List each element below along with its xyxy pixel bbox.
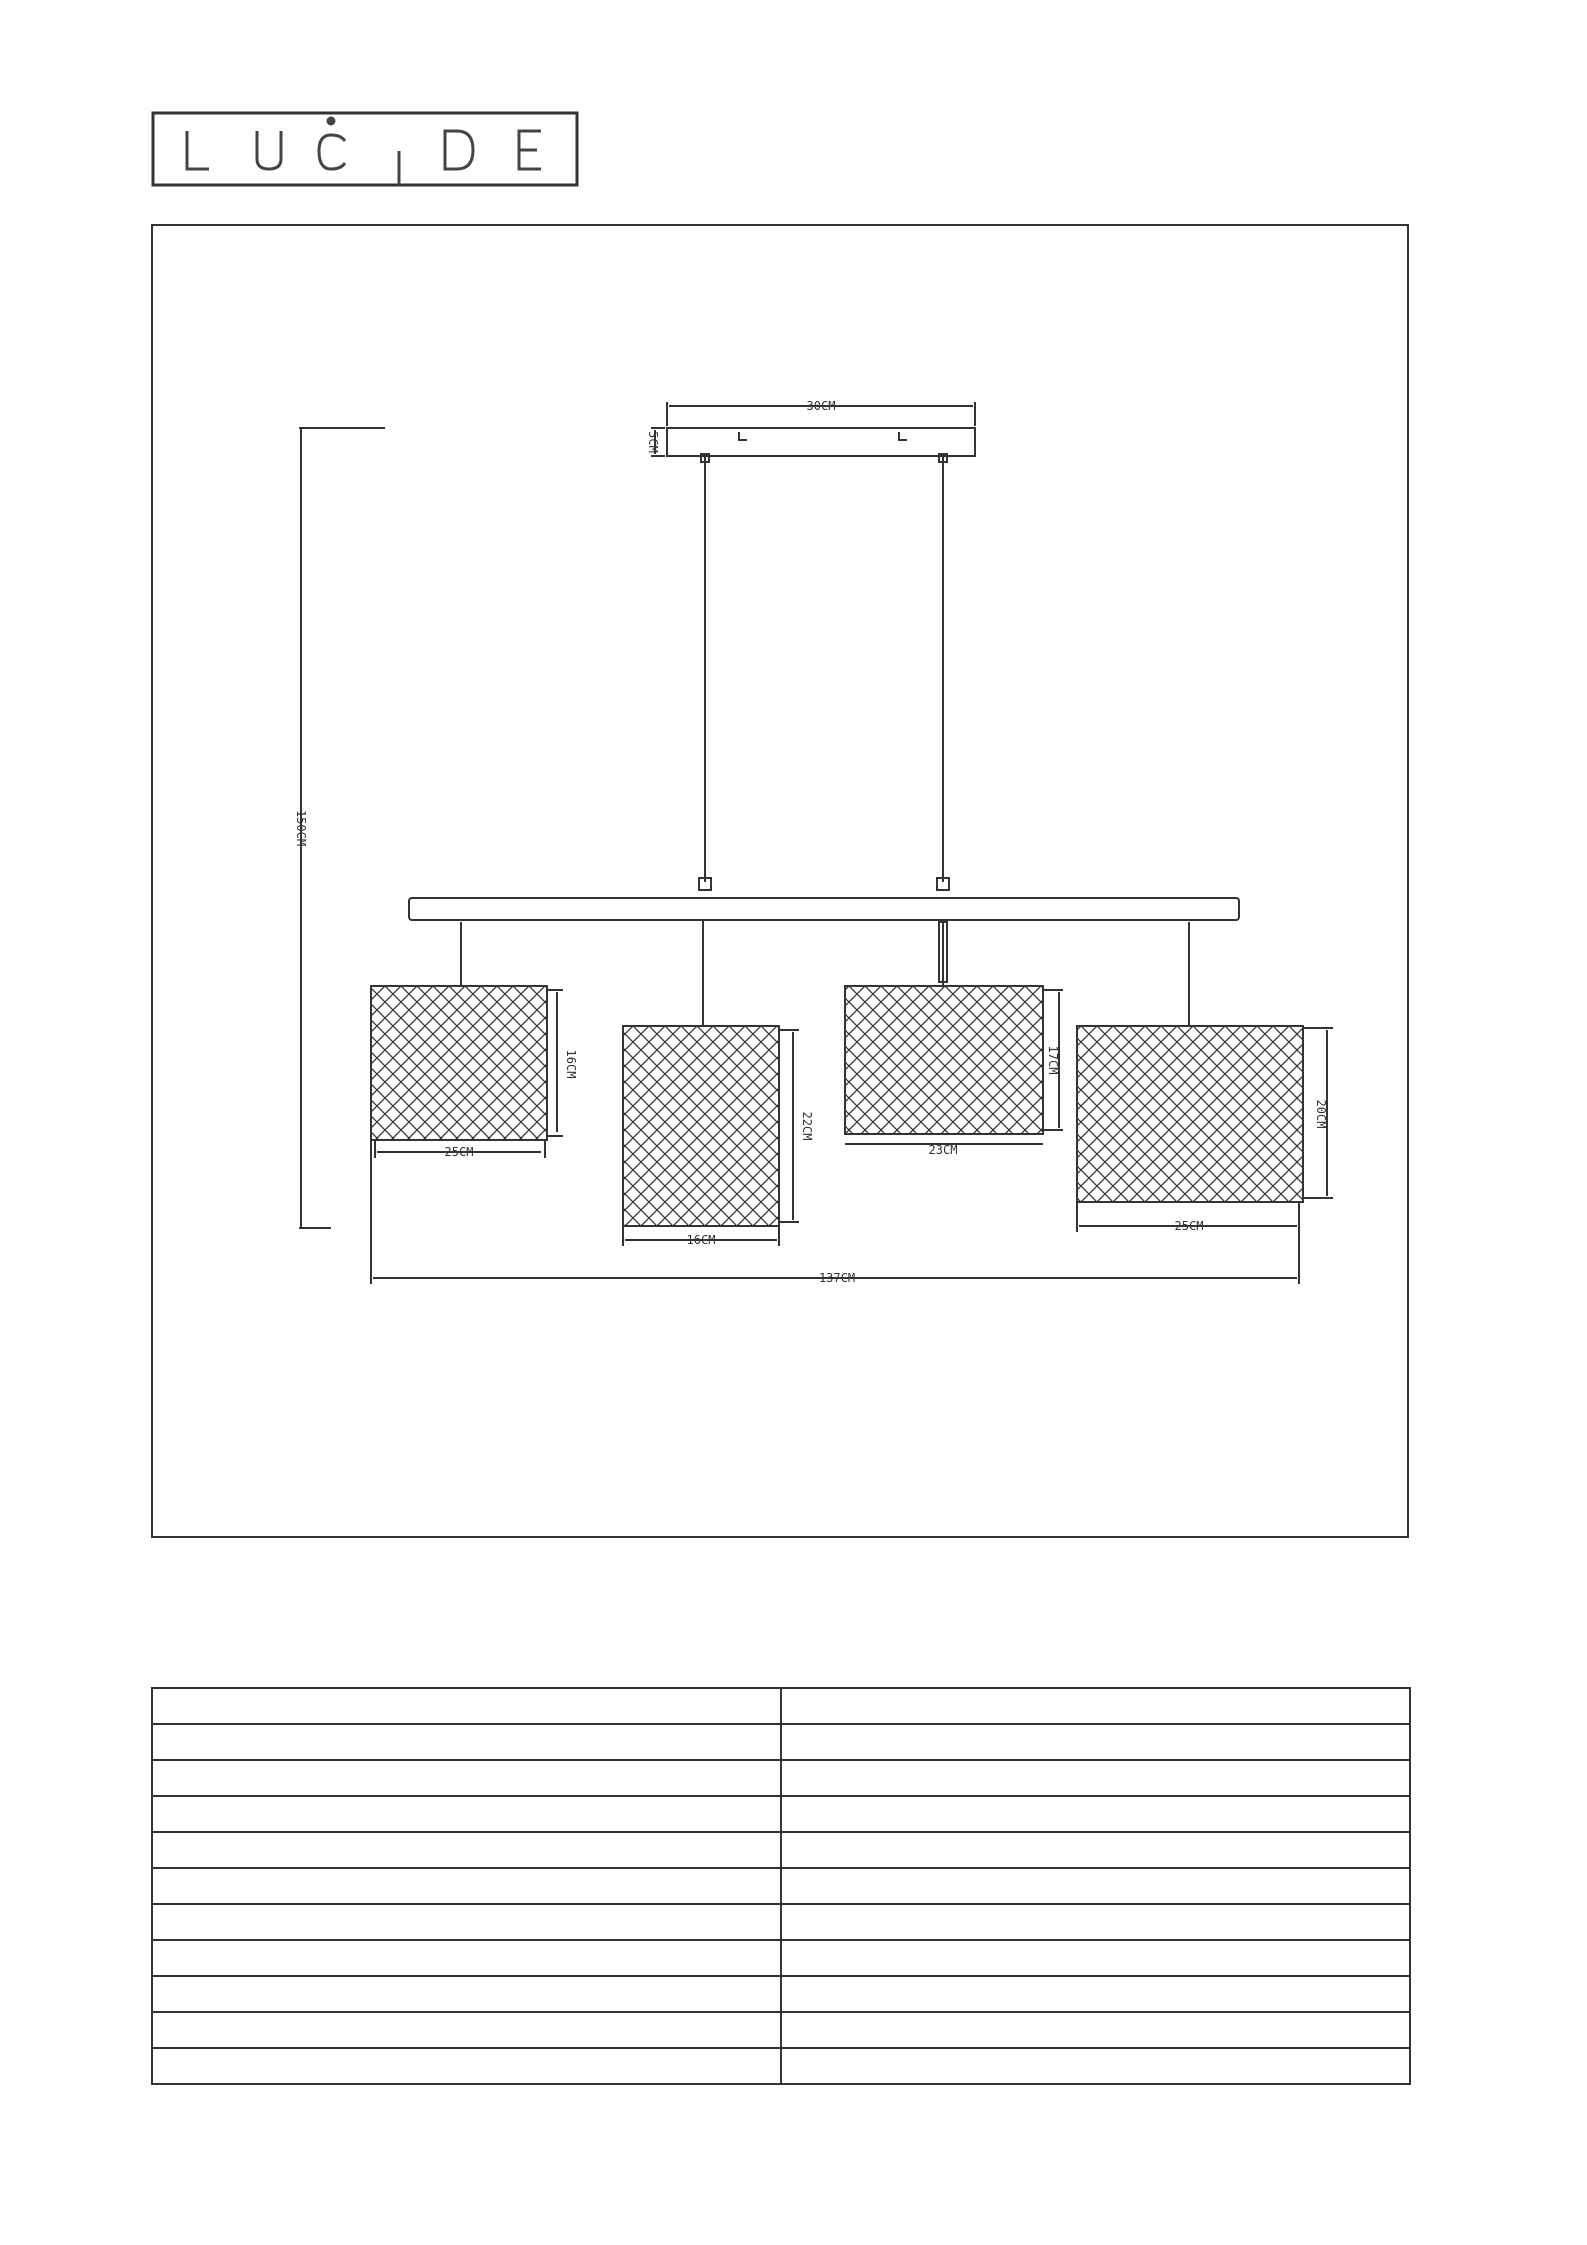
shade-2 — [623, 1026, 779, 1226]
dim-shade2-height: 22CM — [800, 1111, 814, 1141]
spec-row — [152, 1904, 1410, 1940]
spec-label-cell — [152, 1760, 781, 1796]
spec-row — [152, 1940, 1410, 1976]
spec-label-cell — [152, 1976, 781, 2012]
spec-label-cell — [152, 1832, 781, 1868]
dimension-drawing — [153, 226, 1407, 1536]
spec-row — [152, 1796, 1410, 1832]
spec-row — [152, 1688, 1410, 1724]
dim-total-width: 137CM — [818, 1271, 856, 1285]
spec-value-cell — [781, 1760, 1410, 1796]
spec-row — [152, 1760, 1410, 1796]
spec-value-cell — [781, 2012, 1410, 2048]
dim-shade1-height: 16CM — [564, 1049, 578, 1079]
spec-label-cell — [152, 2048, 781, 2084]
spec-row — [152, 1832, 1410, 1868]
spec-row — [152, 1976, 1410, 2012]
spec-label-cell — [152, 1940, 781, 1976]
spec-label-cell — [152, 1796, 781, 1832]
dim-total-height: 150CM — [294, 809, 308, 847]
dim-shade2-width: 16CM — [686, 1233, 716, 1247]
specification-table — [151, 1687, 1411, 2085]
dim-shade1-width: 25CM — [444, 1145, 474, 1159]
dim-canopy-height: 5CM — [646, 431, 660, 453]
spec-value-cell — [781, 1904, 1410, 1940]
spec-label-cell — [152, 1904, 781, 1940]
shade-4 — [1077, 1026, 1303, 1202]
spec-row — [152, 2012, 1410, 2048]
technical-drawing-frame — [151, 224, 1409, 1538]
spec-row — [152, 1724, 1410, 1760]
spec-value-cell — [781, 2048, 1410, 2084]
lucide-logo — [151, 111, 581, 187]
shade-1 — [371, 986, 547, 1140]
main-bar — [409, 898, 1239, 920]
spec-row — [152, 2048, 1410, 2084]
spec-label-cell — [152, 1688, 781, 1724]
spec-row — [152, 1868, 1410, 1904]
spec-label-cell — [152, 1724, 781, 1760]
dim-shade3-height: 17CM — [1046, 1045, 1060, 1075]
dim-canopy-width: 30CM — [806, 399, 836, 413]
spec-value-cell — [781, 1976, 1410, 2012]
spec-value-cell — [781, 1796, 1410, 1832]
spec-value-cell — [781, 1724, 1410, 1760]
spec-value-cell — [781, 1832, 1410, 1868]
dim-shade3-width: 23CM — [928, 1143, 958, 1157]
dim-shade4-height: 20CM — [1314, 1099, 1328, 1129]
spec-value-cell — [781, 1688, 1410, 1724]
dim-shade4-width: 25CM — [1174, 1219, 1204, 1233]
spec-label-cell — [152, 2012, 781, 2048]
spec-value-cell — [781, 1940, 1410, 1976]
spec-label-cell — [152, 1868, 781, 1904]
shade-3 — [845, 986, 1043, 1134]
canopy — [667, 428, 975, 456]
spec-value-cell — [781, 1868, 1410, 1904]
